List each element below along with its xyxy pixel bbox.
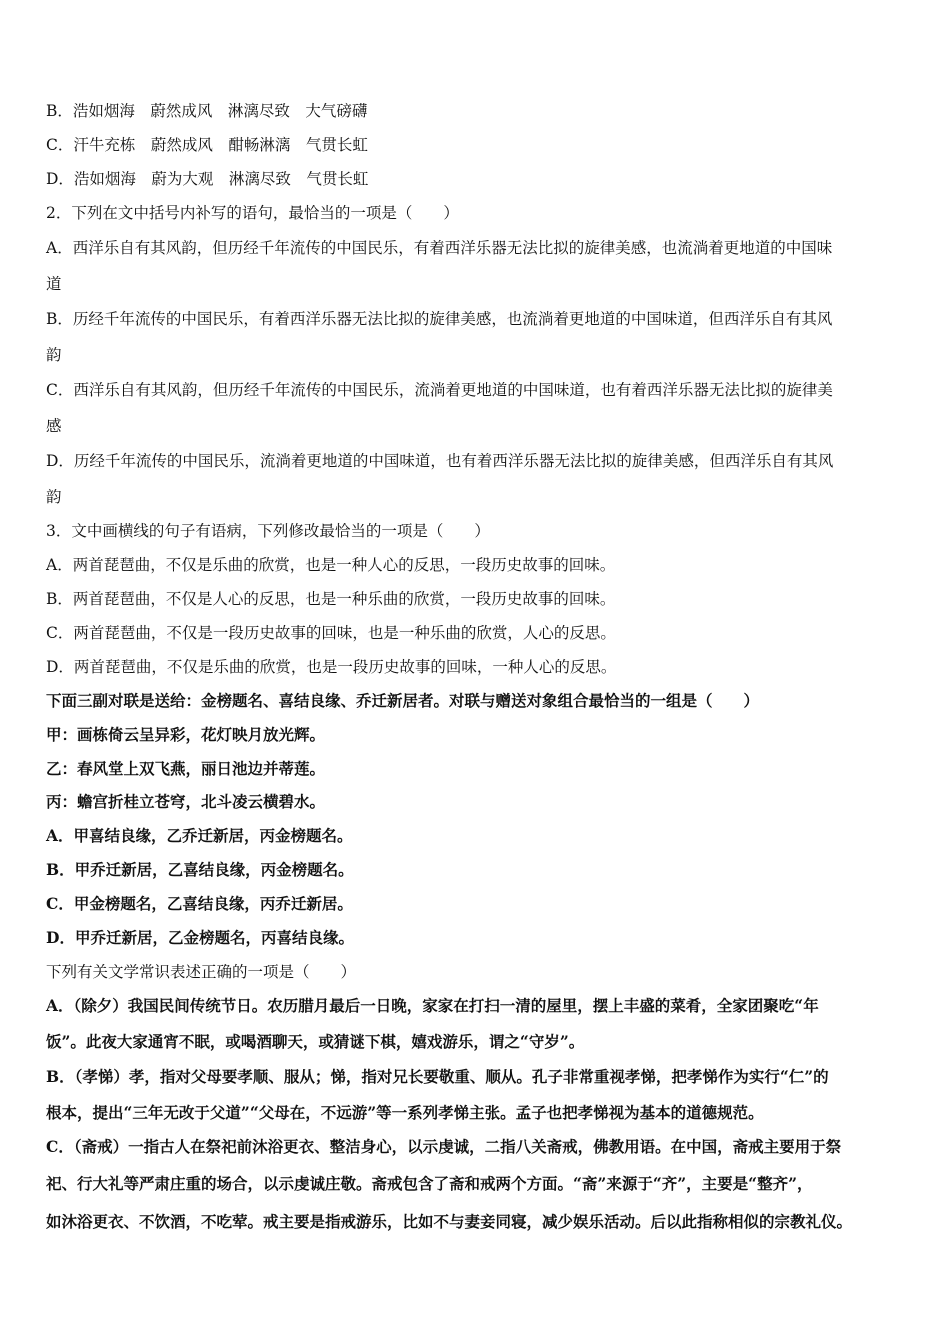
q2-option-a-line2: 道 [46, 275, 62, 293]
q4-option-d: D．甲乔迁新居，乙金榜题名，丙喜结良缘。 [46, 928, 354, 947]
q3-stem: 3．文中画横线的句子有语病，下列修改最恰当的一项是（ ） [46, 522, 490, 540]
q5-option-a-line2: 饭”。此夜大家通宵不眠，或喝酒聊天，或猜谜下棋，嬉戏游乐，谓之“守岁”。 [46, 1032, 585, 1051]
couplet-bing: 丙：蟾宫折桂立苍穹，北斗凌云横碧水。 [46, 792, 326, 811]
q4-option-a: A．甲喜结良缘，乙乔迁新居，丙金榜题名。 [46, 826, 353, 845]
q3-option-a: A．两首琵琶曲，不仅是乐曲的欣赏，也是一种人心的反思，一段历史故事的回味。 [46, 556, 616, 574]
q1-option-c: C．汗牛充栋 蔚然成风 酣畅淋漓 气贯长虹 [46, 136, 368, 154]
q1-option-b: B．浩如烟海 蔚然成风 淋漓尽致 大气磅礴 [46, 102, 368, 120]
q2-option-c-line2: 感 [46, 417, 62, 435]
q5-stem: 下列有关文学常识表述正确的一项是（ ） [46, 963, 357, 981]
q4-stem: 下面三副对联是送给：金榜题名、喜结良缘、乔迁新居者。对联与赠送对象组合最恰当的一组是（ ） [46, 691, 760, 710]
couplet-jia: 甲：画栋倚云呈异彩，花灯映月放光辉。 [46, 725, 326, 744]
q2-stem: 2．下列在文中括号内补写的语句，最恰当的一项是（ ） [46, 204, 459, 222]
q5-option-b-line2: 根本，提出“三年无改于父道”“父母在，不远游”等一系列孝悌主张。孟子也把孝悌视为基本的道德规范。 [46, 1103, 764, 1122]
q5-option-c-line3: 如沐浴更衣、不饮酒，不吃荤。戒主要是指戒游乐，比如不与妻妾同寝，减少娱乐活动。后以此指称相似的宗教礼仪。 [46, 1212, 853, 1231]
q4-option-b: B．甲乔迁新居，乙喜结良缘，丙金榜题名。 [46, 860, 354, 879]
q4-option-c: C．甲金榜题名，乙喜结良缘，丙乔迁新居。 [46, 894, 353, 913]
q5-option-b-line1: B．（孝悌）孝，指对父母要孝顺、服从；悌，指对兄长要敬重、顺从。孔子非常重视孝悌，把孝悌作为实行“仁”的 [46, 1067, 829, 1086]
q3-option-d: D．两首琵琶曲，不仅是乐曲的欣赏，也是一段历史故事的回味，一种人心的反思。 [46, 658, 617, 676]
q2-option-c-line1: C．西洋乐自有其风韵，但历经千年流传的中国民乐，流淌着更地道的中国味道，也有着西洋乐器无法比拟的旋律美 [46, 381, 833, 399]
q5-option-c-line1: C．（斋戒）一指古人在祭祀前沐浴更衣、整洁身心，以示虔诚，二指八关斋戒，佛教用语。在中国，斋戒主要用于祭 [46, 1137, 842, 1156]
q5-option-c-line2: 祀、行大礼等严肃庄重的场合，以示虔诚庄敬。斋戒包含了斋和戒两个方面。“斋”来源于“齐”，主要是“整齐”， [46, 1174, 813, 1193]
q2-option-a-line1: A．西洋乐自有其风韵，但历经千年流传的中国民乐，有着西洋乐器无法比拟的旋律美感，也流淌着更地道的中国味 [46, 239, 833, 257]
q2-option-d-line2: 韵 [46, 488, 62, 506]
q2-option-b-line1: B．历经千年流传的中国民乐，有着西洋乐器无法比拟的旋律美感，也流淌着更地道的中国味道，但西洋乐自有其风 [46, 310, 833, 328]
q2-option-b-line2: 韵 [46, 346, 62, 364]
q3-option-c: C．两首琵琶曲，不仅是一段历史故事的回味，也是一种乐曲的欣赏，人心的反思。 [46, 624, 616, 642]
couplet-yi: 乙：春风堂上双飞燕，丽日池边并蒂莲。 [46, 759, 326, 778]
q5-option-a-line1: A．（除夕）我国民间传统节日。农历腊月最后一日晚，家家在打扫一清的屋里，摆上丰盛的菜肴，全家团聚吃“年 [46, 996, 819, 1015]
q1-option-d: D．浩如烟海 蔚为大观 淋漓尽致 气贯长虹 [46, 170, 369, 188]
q3-option-b: B．两首琵琶曲，不仅是人心的反思，也是一种乐曲的欣赏，一段历史故事的回味。 [46, 590, 616, 608]
q2-option-d-line1: D．历经千年流传的中国民乐，流淌着更地道的中国味道，也有着西洋乐器无法比拟的旋律美感，但西洋乐自有其风 [46, 452, 834, 470]
